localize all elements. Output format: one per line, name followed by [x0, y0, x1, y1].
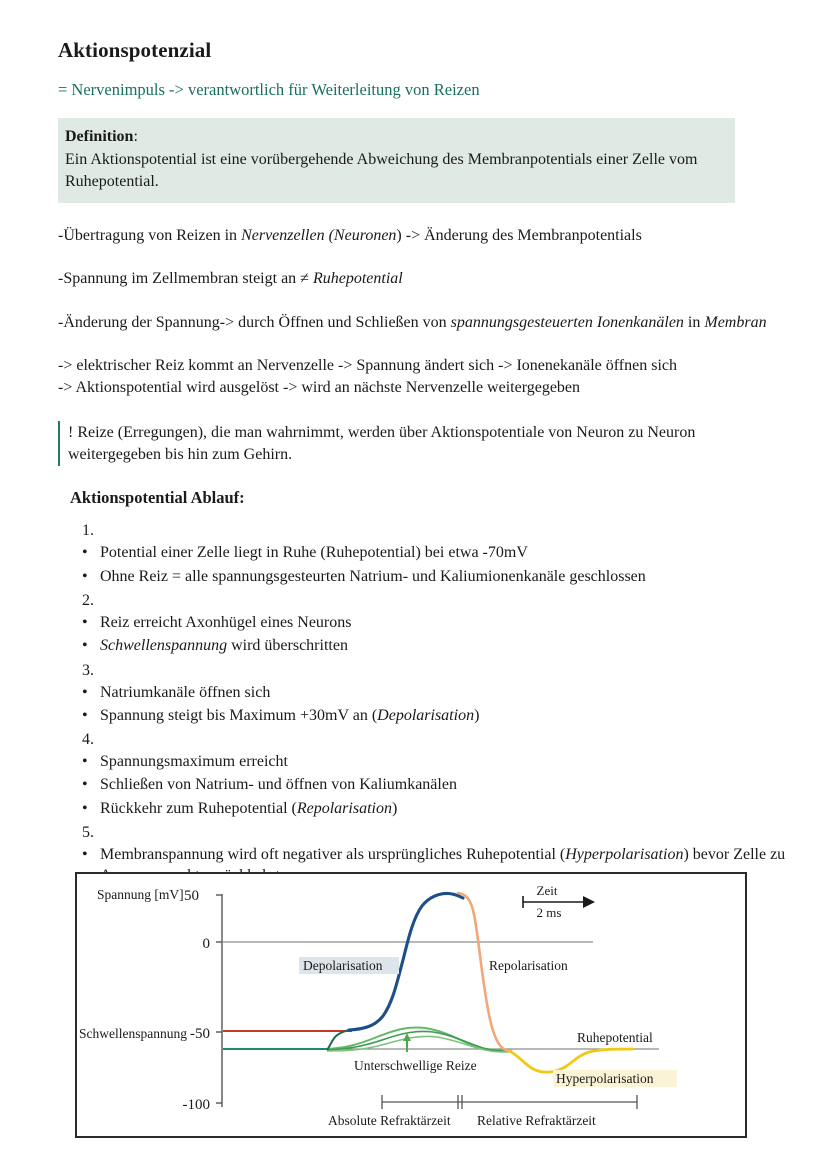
step-number: 2.: [82, 591, 94, 609]
flow-line-1: -> elektrischer Reiz kommt an Nervenzelle -> Spannung ändert sich -> Ionenekanäle öffnen sich: [58, 357, 677, 375]
step-group-1: [70, 521, 788, 587]
bullet-icon: •: [82, 799, 88, 817]
list-item: [70, 682, 788, 703]
bullet-icon: •: [82, 845, 88, 863]
text-run: ) -> Änderung des Membranpotentials: [396, 226, 642, 244]
action-potential-svg: [77, 874, 744, 1135]
text-run: ): [474, 706, 480, 724]
annotation-hyperpolarisation: Hyperpolarisation: [556, 1071, 654, 1086]
paragraph-list: [58, 225, 788, 334]
time-scale-bar: [523, 883, 595, 920]
refractory-period-bar: [382, 1095, 637, 1109]
italic-term: Ruhepotential: [312, 270, 403, 288]
list-item: [70, 705, 788, 726]
scale-bar-label-2ms: 2 ms: [536, 905, 562, 920]
text-run: -Übertragung von Reizen in: [58, 226, 242, 244]
italic-term: Schwellenspannung: [100, 637, 228, 655]
definition-box: [58, 118, 735, 202]
text-run: wird überschritten: [227, 637, 348, 655]
bullet-icon: •: [82, 706, 88, 724]
italic-term: Nervenzellen (Neuronen: [241, 226, 397, 244]
text-run: Potential einer Zelle liegt in Ruhe (Ruhepotential) bei etwa -70mV: [100, 544, 528, 562]
bullet-icon: •: [82, 613, 88, 631]
text-run: Spannungsmaximum erreicht: [100, 753, 288, 771]
page-title: Aktionspotenzial: [58, 38, 212, 62]
list-item-text: [100, 542, 788, 563]
bullet-icon: •: [82, 776, 88, 794]
text-run: in: [683, 313, 705, 331]
callout-text: ! Reize (Erregungen), die man wahrnimmt, werden über Aktionspotentiale von Neuron zu Neuron weitergegeben bis hin zum Gehirn.: [68, 423, 696, 463]
bullet-icon: •: [82, 567, 88, 585]
paragraph-aenderung-spannung: [58, 312, 788, 334]
text-run: Membranspannung wird oft negativer als ursprüngliches Ruhepotential (: [100, 845, 566, 863]
step-number: 3.: [82, 661, 94, 679]
paragraph-uebertragung: [58, 225, 788, 247]
annotation-relative-refraktaerzeit: Relative Refraktärzeit: [477, 1113, 596, 1128]
list-item-text: [100, 566, 788, 587]
annotation-depolarisation: Depolarisation: [303, 958, 383, 973]
bullet-icon: •: [82, 544, 88, 562]
threshold-axis-label: Schwellenspannung: [79, 1026, 187, 1041]
paragraph-spannung-steigt: [58, 268, 788, 290]
text-run: Ohne Reiz = alle spannungsgesteurten Natrium- und Kaliumionenkanäle geschlossen: [100, 567, 646, 585]
list-item: [70, 612, 788, 633]
definition-text: Ein Aktionspotential ist eine vorübergehende Abweichung des Membranpotentials einer Zelle vom Ruhepotential.: [65, 150, 698, 190]
definition-colon: :: [133, 128, 138, 146]
step-group-3: [70, 661, 788, 727]
ytick-label-minus100: -100: [182, 1097, 210, 1113]
bullet-icon: •: [82, 753, 88, 771]
list-item-text: [100, 751, 788, 772]
italic-term: Membran: [704, 313, 767, 331]
list-item-text: [100, 798, 788, 819]
italic-term: Hyperpolarisation: [565, 845, 684, 863]
scale-bar-label-zeit: Zeit: [536, 883, 558, 898]
annotation-ruhepotential: Ruhepotential: [577, 1030, 653, 1045]
ytick-label-0: 0: [202, 936, 210, 952]
text-run: Spannung steigt bis Maximum +30mV an (: [100, 706, 378, 724]
list-item-text: [100, 705, 788, 726]
list-item: [70, 774, 788, 795]
step-number: 1.: [82, 522, 94, 540]
document-subtitle: = Nervenimpuls -> verantwortlich für Weiterleitung von Reizen: [58, 80, 480, 99]
annotation-absolute-refraktaerzeit: Absolute Refraktärzeit: [328, 1113, 451, 1128]
text-run: Schließen von Natrium- und öffnen von Kaliumkanälen: [100, 776, 457, 794]
flow-paragraph: [58, 355, 788, 398]
annotation-unterschwellige-reize: Unterschwellige Reize: [354, 1058, 477, 1073]
annotation-repolarisation: Repolarisation: [489, 958, 568, 973]
text-run: ): [391, 799, 398, 817]
step-number: 5.: [82, 823, 94, 841]
list-item-text: [100, 612, 788, 633]
hyperpolarisation-curve: [509, 1049, 633, 1072]
list-item-text: [100, 774, 788, 795]
bullet-icon: •: [82, 637, 88, 655]
flow-line-2: -> Aktionspotential wird ausgelöst -> wird an nächste Nervenzelle weitergegeben: [58, 379, 581, 397]
action-potential-diagram: [75, 872, 747, 1138]
bullet-icon: •: [82, 683, 88, 701]
text-run: ) bevor Zelle zu: [683, 845, 786, 863]
callout-note: [58, 421, 778, 467]
list-item: [70, 542, 788, 563]
step-group-2: [70, 591, 788, 657]
text-run: Reiz erreicht Axonhügel eines Neurons: [100, 613, 352, 631]
text-run: Rückkehr zum Ruhepotential (: [100, 799, 297, 817]
step-number: 4.: [82, 731, 94, 749]
list-item: [70, 635, 788, 656]
list-item: [70, 566, 788, 587]
italic-term: Repolarisation: [296, 799, 392, 817]
list-item: [70, 798, 788, 819]
italic-term: Depolarisation: [377, 706, 475, 724]
steps-list: [70, 521, 788, 886]
text-run: -Änderung der Spannung-> durch Öffnen und Schließen von: [58, 313, 451, 331]
list-item: [70, 751, 788, 772]
y-axis-label: Spannung [mV]: [97, 887, 184, 902]
definition-label: Definition: [65, 128, 134, 146]
text-run: -Spannung im Zellmembran steigt an ≠: [58, 270, 313, 288]
ytick-label-minus50: -50: [190, 1026, 210, 1042]
step-group-4: [70, 730, 788, 819]
ytick-label-50: 50: [184, 888, 199, 904]
list-item-text: [100, 682, 788, 703]
document-content: [58, 38, 788, 890]
italic-term: spannungsgesteuerten Ionenkanälen: [450, 313, 684, 331]
list-item-text: [100, 635, 788, 656]
text-run: Natriumkanäle öffnen sich: [100, 683, 271, 701]
section-title-ablauf: Aktionspotential Ablauf:: [70, 488, 245, 508]
